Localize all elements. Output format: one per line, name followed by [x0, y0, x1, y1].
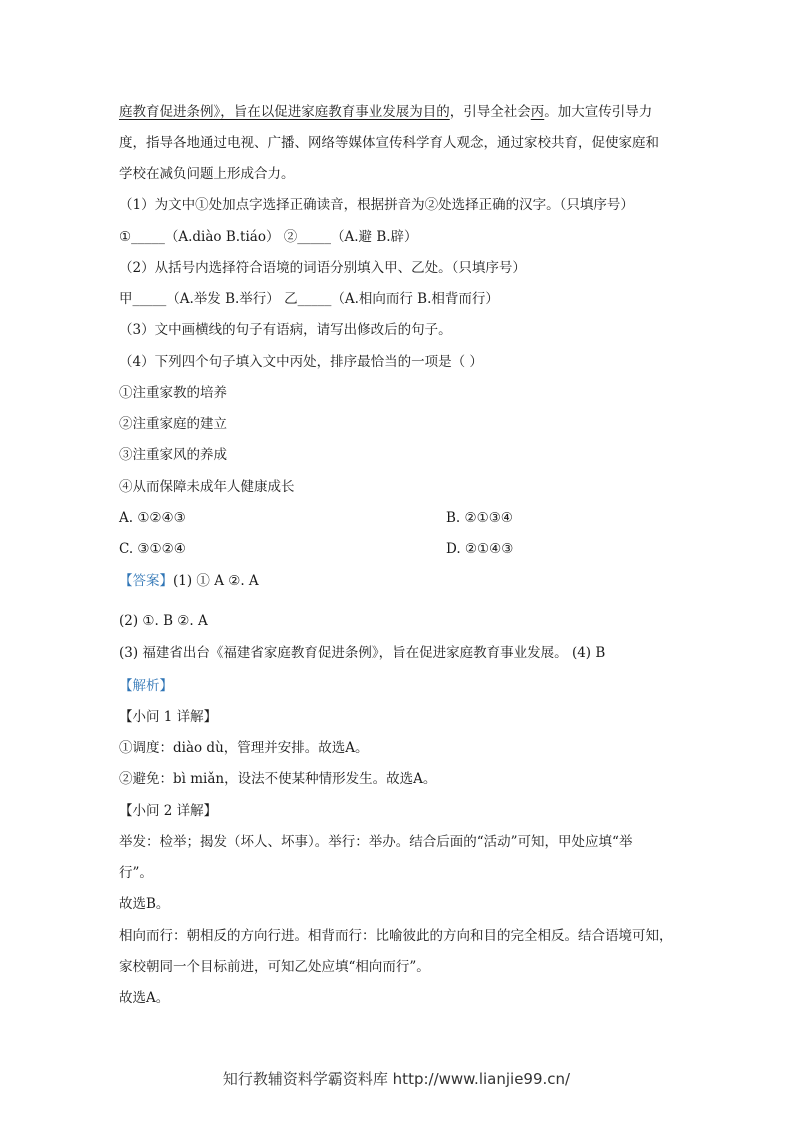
answer-2: (2) ①. B ②. A [119, 613, 208, 629]
option-b: B. ②①③④ [446, 510, 513, 526]
analysis-2-line-1: 举发：检举；揭发（坏人、坏事）。举行：举办。结合后面的“活动”可知，甲处应填“举 [119, 834, 633, 850]
question-3-prompt: （3）文中画横线的句子有语病，请写出修改后的句子。 [119, 322, 452, 338]
analysis-1-line-1: ①调度：diào dù，管理并安排。故选A。 [119, 740, 369, 756]
analysis-2-line-6: 故选A。 [119, 990, 170, 1006]
option-a: A. ①②④③ [119, 510, 186, 526]
analysis-tag: 【解析】 [119, 678, 173, 694]
passage-line-3: 学校在减负问题上形成合力。 [119, 166, 295, 182]
question-1-prompt: （1）为文中①处加点字选择正确读音，根据拼音为②处选择正确的汉字。（只填序号） [119, 197, 634, 213]
answer-3-4: (3) 福建省出台《福建省家庭教育促进条例》，旨在促进家庭教育事业发展。 (4) B [119, 645, 606, 661]
sub-question-1-heading: 【小问 1 详解】 [119, 709, 218, 725]
sentence-item-3: ③注重家风的养成 [119, 447, 227, 463]
analysis-2-line-4: 相向而行：朝相反的方向行进。相背而行：比喻彼此的方向和目的完全相反。结合语境可知， [119, 928, 673, 944]
passage-text: ，引导全社会 [449, 104, 531, 120]
passage-line-1 [119, 102, 652, 122]
footer-watermark: 知行教辅资料学霸资料库 http://www.lianjie99.cn/ [222, 1070, 571, 1088]
sentence-item-2: ②注重家庭的建立 [119, 416, 227, 432]
analysis-2-line-3: 故选B。 [119, 896, 170, 912]
sentence-item-1: ①注重家教的培养 [119, 385, 227, 401]
question-2-prompt: （2）从括号内选择符合语境的词语分别填入甲、乙处。（只填序号） [119, 260, 526, 276]
option-d: D. ②①④③ [446, 541, 514, 557]
analysis-1-line-2: ②避免：bì miǎn，设法不使某种情形发生。故选A。 [119, 771, 437, 787]
answer-line-1 [119, 571, 259, 591]
analysis-2-line-2: 行”。 [119, 865, 153, 881]
sub-question-2-heading: 【小问 2 详解】 [119, 803, 218, 819]
passage-line-2: 度，指导各地通过电视、广播、网络等媒体宣传科学育人观念，通过家校共育，促使家庭和 [119, 135, 659, 151]
question-4-prompt: （4）下列四个句子填入文中丙处，排序最恰当的一项是（ ） [119, 354, 483, 370]
underlined-sentence: 庭教育促进条例》，旨在以促进家庭教育事业发展为目的 [119, 104, 450, 120]
question-1-options: ①_____（A.diào B.tiáo） ②_____（A.避 B.辟） [119, 229, 418, 245]
question-2-options: 甲_____（A.举发 B.举行） 乙_____（A.相向而行 B.相背而行） [119, 291, 499, 307]
passage-text: 。加大宣传引导力 [544, 104, 653, 120]
blank-bing: 丙 [530, 104, 545, 120]
answer-tag: 【答案】 [119, 573, 173, 589]
analysis-2-line-5: 家校朝同一个目标前进，可知乙处应填“相向而行”。 [119, 959, 430, 975]
option-c: C. ③①②④ [119, 541, 186, 557]
answer-1: (1) ① A ②. A [173, 573, 259, 589]
sentence-item-4: ④从而保障未成年人健康成长 [119, 479, 295, 495]
